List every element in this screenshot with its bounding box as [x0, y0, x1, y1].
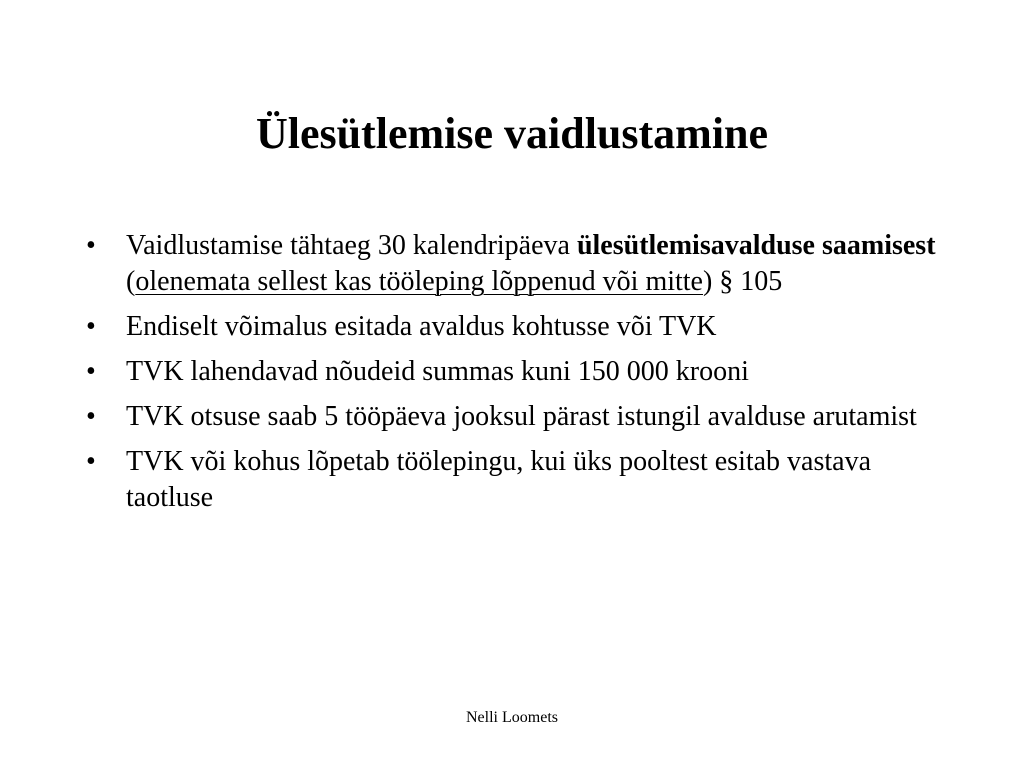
- bullet-list: [86, 228, 946, 525]
- bullet-marker: •: [86, 356, 96, 387]
- bullet-text-start: Vaidlustamise tähtaeg 30 kalendripäeva: [126, 230, 577, 261]
- bullet-text-end: ) § 105: [702, 266, 783, 297]
- bullet-item-court-option: [86, 309, 946, 345]
- slide-title: Ülesütlemise vaidlustamine: [255, 109, 769, 158]
- bullet-marker: •: [86, 311, 96, 342]
- bullet-text-bold: ülesütlemisavalduse saamisest: [576, 230, 936, 261]
- bullet-marker: •: [86, 401, 96, 432]
- bullet-text: Endiselt võimalus esitada avaldus kohtusse või TVK: [126, 311, 717, 342]
- bullet-text: TVK otsuse saab 5 tööpäeva jooksul pärast istungil avalduse arutamist: [126, 401, 917, 432]
- bullet-item-deadline: [86, 228, 946, 300]
- bullet-marker: •: [86, 230, 96, 261]
- bullet-item-termination: [86, 444, 946, 516]
- bullet-text-underlined: olenemata sellest kas tööleping lõppenud või mitte: [135, 266, 703, 297]
- bullet-text-paren-open: (: [126, 266, 136, 297]
- slide-footer-author: Nelli Loomets: [466, 709, 558, 726]
- bullet-item-decision-time: [86, 399, 946, 435]
- bullet-marker: •: [86, 446, 96, 477]
- bullet-item-claim-limit: [86, 354, 946, 390]
- bullet-text: TVK lahendavad nõudeid summas kuni 150 000 krooni: [126, 356, 749, 387]
- bullet-text: TVK või kohus lõpetab töölepingu, kui üks pooltest esitab vastava taotluse: [126, 446, 872, 513]
